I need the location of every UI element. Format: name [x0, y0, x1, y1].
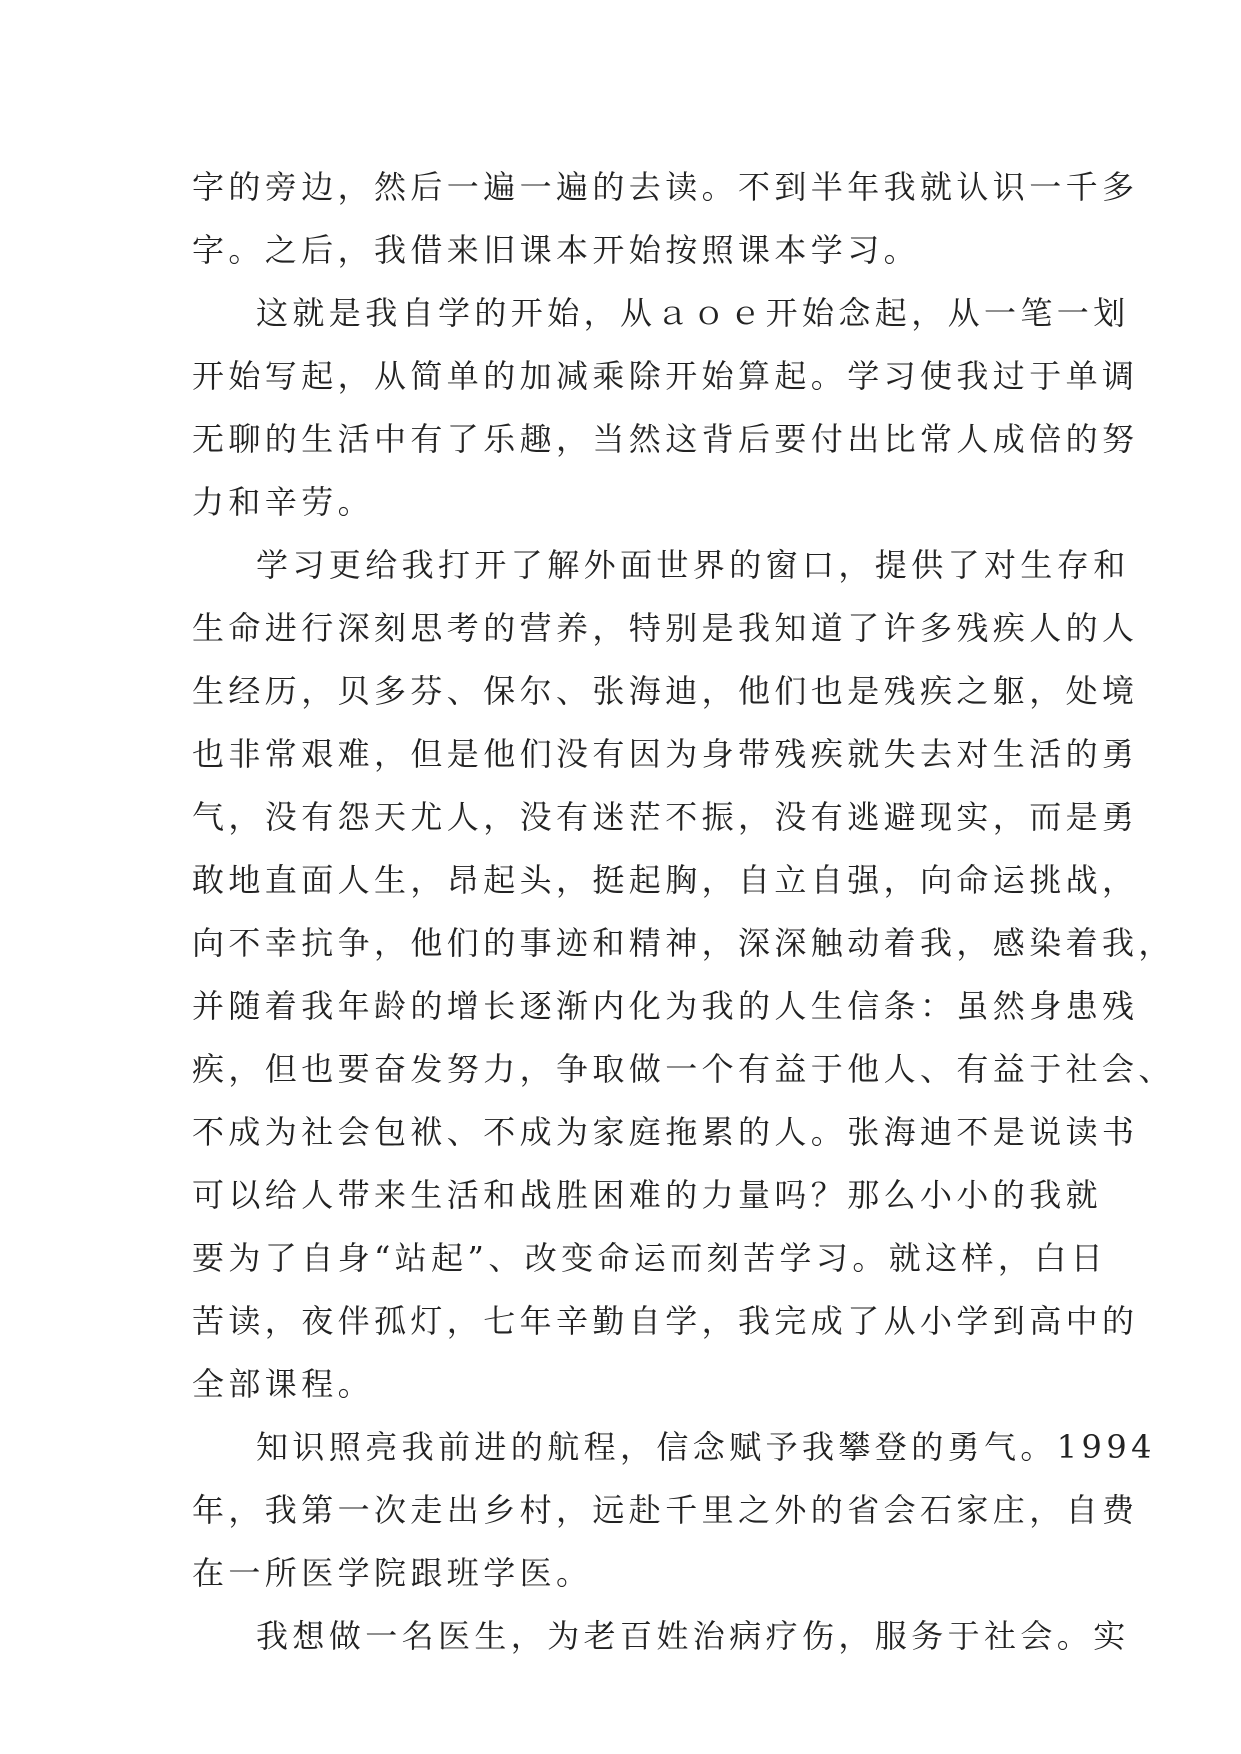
paragraph-first-line: 这就是我自学的开始，从ａｏｅ开始念起，从一笔一划 — [256, 294, 1130, 332]
paragraph-first-line: 我想做一名医生，为老百姓治病疗伤，服务于社会。实 — [256, 1617, 1130, 1655]
text-line: 无聊的生活中有了乐趣，当然这背后要付出比常人成倍的努 — [192, 420, 1139, 458]
text-line: 苦读，夜伴孤灯，七年辛勤自学，我完成了从小学到高中的 — [192, 1302, 1139, 1340]
text-line: 气，没有怨天尤人，没有迷茫不振，没有逃避现实，而是勇 — [192, 798, 1139, 836]
text-line: 年，我第一次走出乡村，远赴千里之外的省会石家庄，自费 — [192, 1491, 1139, 1529]
paragraph-first-line: 知识照亮我前进的航程，信念赋予我攀登的勇气。1994 — [256, 1428, 1156, 1466]
text-line: 敢地直面人生，昂起头，挺起胸，自立自强，向命运挑战， — [192, 861, 1139, 899]
text-line: 字。之后，我借来旧课本开始按照课本学习。 — [192, 231, 921, 269]
text-line: 疾，但也要奋发努力，争取做一个有益于他人、有益于社会、 — [192, 1050, 1175, 1088]
text-line: 全部课程。 — [192, 1365, 375, 1403]
text-line: 生命进行深刻思考的营养，特别是我知道了许多残疾人的人 — [192, 609, 1139, 647]
paragraph-first-line: 学习更给我打开了解外面世界的窗口，提供了对生存和 — [256, 546, 1130, 584]
text-line: 生经历，贝多芬、保尔、张海迪，他们也是残疾之躯，处境 — [192, 672, 1139, 710]
text-line: 可以给人带来生活和战胜困难的力量吗？那么小小的我就 — [192, 1176, 1103, 1214]
text-line: 字的旁边，然后一遍一遍的去读。不到半年我就认识一千多 — [192, 168, 1139, 206]
text-line: 并随着我年龄的增长逐渐内化为我的人生信条：虽然身患残 — [192, 987, 1139, 1025]
text-line: 向不幸抗争，他们的事迹和精神，深深触动着我，感染着我， — [192, 924, 1175, 962]
text-line: 在一所医学院跟班学医。 — [192, 1554, 593, 1592]
text-line: 也非常艰难，但是他们没有因为身带残疾就失去对生活的勇 — [192, 735, 1139, 773]
text-line: 力和辛劳。 — [192, 483, 375, 521]
body-text — [192, 156, 1175, 1668]
text-line: 开始写起，从简单的加减乘除开始算起。学习使我过于单调 — [192, 357, 1139, 395]
text-line: 要为了自身“站起”、改变命运而刻苦学习。就这样，白日 — [192, 1239, 1108, 1277]
text-line: 不成为社会包袱、不成为家庭拖累的人。张海迪不是说读书 — [192, 1113, 1139, 1151]
